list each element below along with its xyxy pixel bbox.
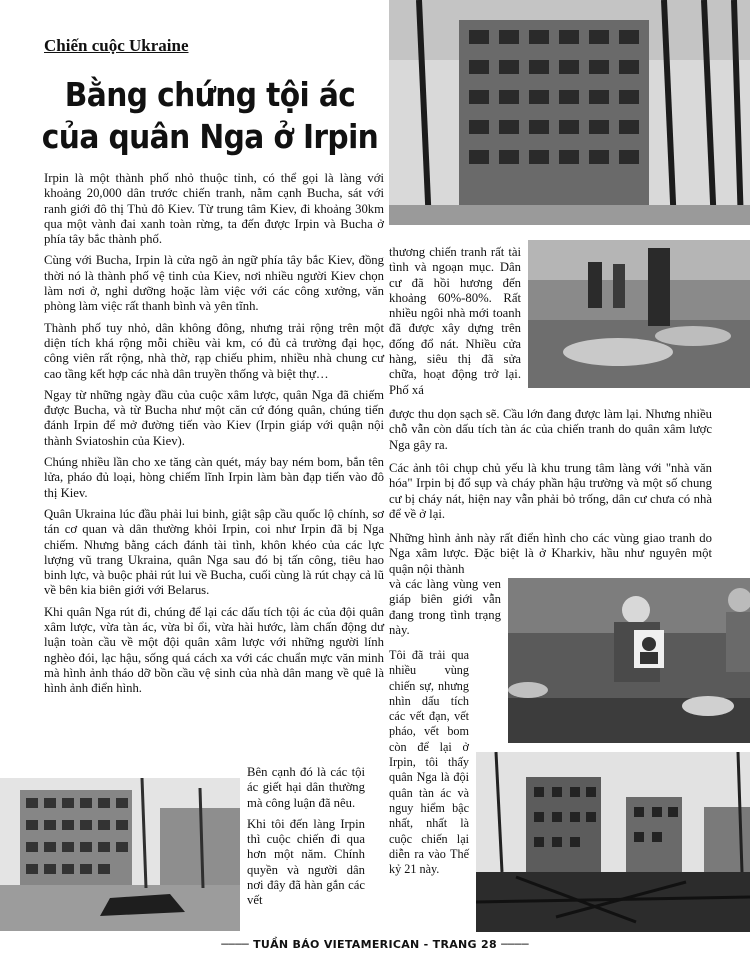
footer-rule-right: ──── [501, 938, 529, 951]
left-column [44, 171, 384, 697]
section-label: Chiến cuộc Ukraine [44, 36, 189, 55]
paragraph: và các làng vùng ven giáp biên giới vẫn đang trong tình trạng này. [389, 577, 501, 637]
paragraph: Ngay từ những ngày đầu của cuộc xâm lược, quân Nga đã chiếm được Bucha, và từ Bucha như một căn cứ đóng quân, chúng tiến đánh Irpin để mở đường tiến vào Kiev (Irpin giáp với quận nội thành Sviatoshin của Kiev). [44, 387, 384, 448]
headline [30, 74, 390, 158]
paragraph: Các ảnh tôi chụp chủ yếu là khu trung tâm làng với "nhà văn hóa" Irpin bị đổ sụp và cháy phần hậu trường và một số chung cư bị cháy nát, hiện nay vẫn phải bỏ trống, dân cư chưa có nhà để về ở lại. [389, 461, 712, 521]
headline-line-2: của quân Nga ở Irpin [41, 117, 379, 156]
photo-mourning-woman [508, 578, 750, 743]
narrow-column [247, 765, 365, 909]
page-footer [0, 938, 750, 951]
paragraph: thương chiến tranh rất tài tình và ngoạn mục. Dân cư đã hồi hương đến khoảng 60%-80%. Rất nhiều ngôi nhà mới toanh đã được xây dựng trên đống đổ nát. Nhiều cửa hàng, siêu thị đã sửa chữa, hoạt động trở lại. Phố xá [389, 245, 521, 397]
photo-destroyed-buildings [476, 752, 750, 932]
paragraph: Chúng nhiều lần cho xe tăng càn quét, máy bay ném bom, bắn tên lửa, pháo đủ loại, hòng chiếm lĩnh Irpin làm bàn đạp tiến vào đô thị Kiev. [44, 455, 384, 500]
paragraph: Thành phố tuy nhỏ, dân không đông, nhưng trải rộng trên một diện tích khá rộng mỗi chiều vài km, có đủ cả trường đại học, công viên rất rộng, nhà thờ, rạp chiếu phim, nhiều nhà chung cư cao tầng kết hợp các nhà dân truyền thống và biệt thự… [44, 320, 384, 381]
headline-line-1: Bằng chứng tội ác [64, 75, 356, 114]
footer-rule-left: ──── [221, 938, 249, 951]
paragraph: Những hình ảnh này rất điển hình cho các vùng giao tranh do Nga xâm lược. Đặc biệt là ở Kharkiv, hầu như nguyên một quận nội thành [389, 531, 712, 576]
paragraph: Bên cạnh đó là các tội ác giết hại dân thường mà công luận đã nêu. [247, 765, 365, 810]
photo-apartment-and-wreck [0, 778, 240, 931]
photo-burned-apartment [389, 0, 750, 225]
paragraph: Khi quân Nga rút đi, chúng để lại các dấu tích tội ác của đội quân xâm lược, vừa tàn ác, vừa bỉ ổi, vừa hài hước, làm chấn động dư luận toàn cầu về một đội quân xâm lược với những người lính nghèo đói, lạc hậu, sống quá cách xa với các chuẩn mực văn minh mà hình ảnh tháo dỡ bồn cầu vệ sinh của nhà dân mang về quê là hình ảnh điển hình. [44, 604, 384, 696]
photo-victims [528, 240, 750, 388]
paragraph: Quân Ukraina lúc đầu phải lui binh, giật sập cầu quốc lộ chính, sơ tán cơ quan và dân thường khỏi Irpin, coi như Irpin đã bị Nga chiếm. Nhưng bằng cách đánh tài tình, khôn khéo của các lực lượng vũ trang Ukraina, quân Nga sau đó bị tấn công, tiêu hao binh lực, và buộc phải rút lui về Bucha, cuối cùng là rút chạy cả lũ về bên kia biên giới với Belarus. [44, 506, 384, 598]
paragraph: Cùng với Bucha, Irpin là cửa ngõ ản ngữ phía tây bắc Kiev, đồng thời nó là thành phố vệ tinh của Kiev, nơi nhiều người Kiev chọn làm nơi ở, nghỉ dưỡng hoặc làm việc với các công xưởng, văn phòng làm việc rất thanh bình và yên tĩnh. [44, 253, 384, 314]
paragraph: được thu dọn sạch sẽ. Cầu lớn đang được làm lại. Nhưng nhiều chỗ vẫn còn dấu tích tàn ác của chiến tranh do quân xâm lược Nga gây ra. [389, 407, 712, 452]
paragraph: Khi tôi đến làng Irpin thì cuộc chiến đi qua hơn một năm. Chính quyền và người dân nơi đây đã hàn gắn các vết [247, 816, 365, 908]
footer-text: TUẦN BÁO VIETAMERICAN - TRANG 28 [253, 938, 497, 951]
paragraph: Tôi đã trải qua nhiều vùng chiến sự, nhưng nhìn dấu tích các vết đạn, vết pháo, vết bom còn để lại ở Irpin, tôi thấy quân Nga là đội quân tàn ác và nguy hiểm bậc nhất, nhất là cuộc chiến lại diễn ra vào Thế kỷ 21 này. [389, 648, 469, 877]
paragraph: Irpin là một thành phố nhỏ thuộc tỉnh, có thể gọi là làng với khoảng 20,000 dân trước chiến tranh, nằm cạnh Bucha, sát với ranh giới đô thị Thủ đô Kiev. Từ trung tâm Kiev, đi khoảng 30km qua một vành đai xanh toàn rừng, ta đến được Irpin và Bucha ở phía tây bắc thành phố. [44, 171, 384, 247]
